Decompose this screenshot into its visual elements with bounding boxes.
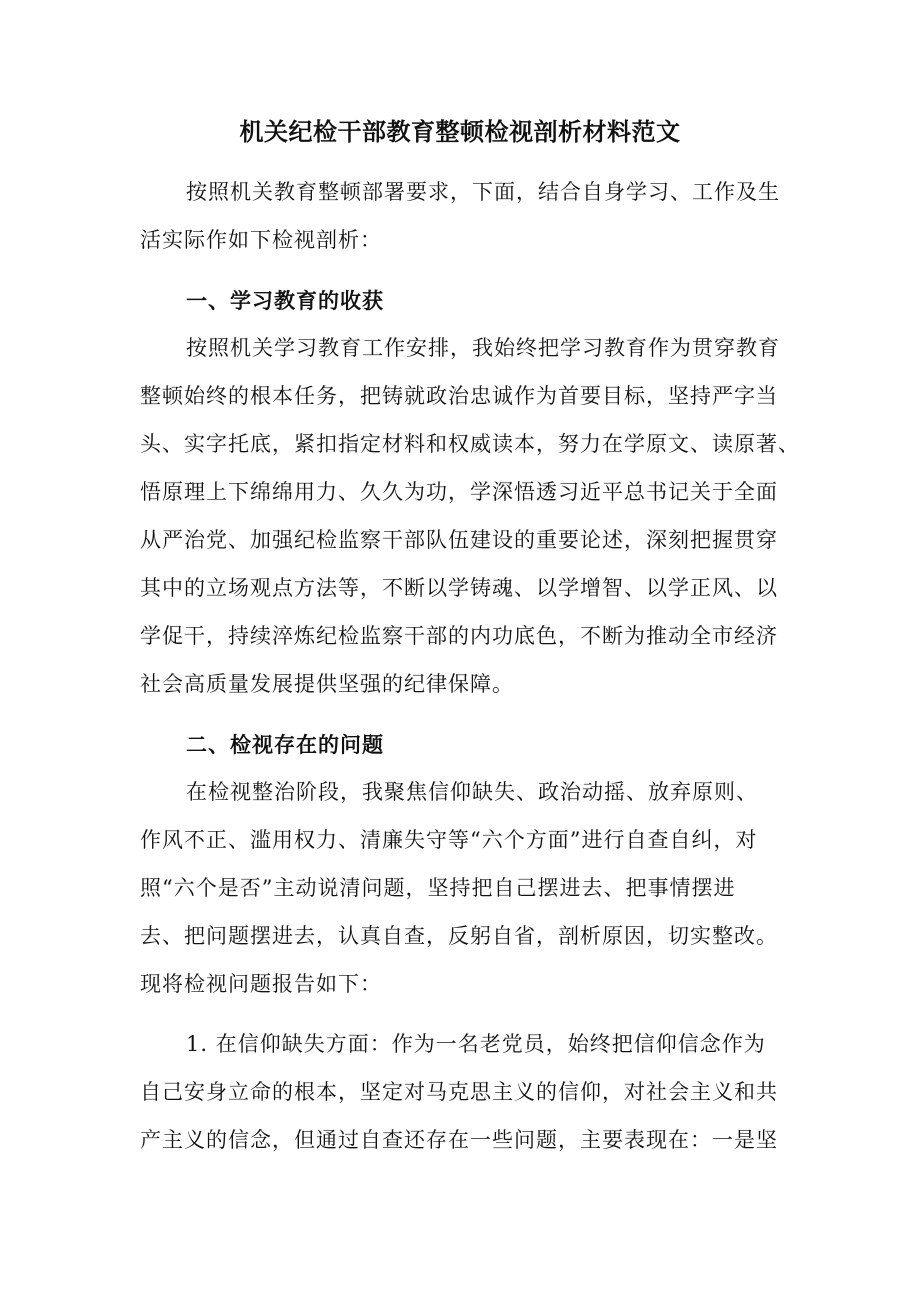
paragraph-line: 其中的立场观点方法等，不断以学铸魂、以学增智、以学正风、以 — [140, 576, 778, 600]
paragraph-line: 悟原理上下绵绵用力、久久为功，学深悟透习近平总书记关于全面 — [140, 480, 778, 504]
paragraph-line: 照“六个是否”主动说清问题，坚持把自己摆进去、把事情摆进 — [140, 876, 736, 900]
paragraph-line: 按照机关学习教育工作安排，我始终把学习教育作为贯穿教育 — [186, 336, 780, 360]
paragraph-line: 现将检视问题报告如下： — [140, 972, 382, 996]
paragraph-line: 头、实字托底，紧扣指定材料和权威读本，努力在学原文、读原著、 — [140, 432, 800, 456]
paragraph-line: 活实际作如下检视剖析： — [140, 228, 382, 252]
document-title: 机关纪检干部教育整顿检视剖析材料范文 — [239, 117, 681, 146]
paragraph-line: 自己安身立命的根本，坚定对马克思主义的信仰，对社会主义和共 — [140, 1080, 778, 1104]
section-heading: 一、学习教育的收获 — [186, 288, 384, 313]
paragraph-line: 社会高质量发展提供坚强的纪律保障。 — [140, 672, 514, 696]
paragraph-line: 整顿始终的根本任务，把铸就政治忠诚作为首要目标，坚持严字当 — [140, 384, 778, 408]
paragraph-line: 作风不正、滥用权力、清廉失守等“六个方面”进行自查自纠，对 — [140, 828, 758, 852]
paragraph-line: 产主义的信念，但通过自查还存在一些问题，主要表现在：一是坚 — [140, 1128, 778, 1152]
paragraph-line: 学促干，持续淬炼纪检监察干部的内功底色，不断为推动全市经济 — [140, 624, 778, 648]
paragraph-line: 从严治党、加强纪检监察干部队伍建设的重要论述，深刻把握贯穿 — [140, 528, 778, 552]
section-heading: 二、检视存在的问题 — [186, 732, 384, 757]
paragraph-line: 1. 在信仰缺失方面：作为一名老党员，始终把信仰信念作为 — [186, 1032, 766, 1056]
paragraph-line: 在检视整治阶段，我聚焦信仰缺失、政治动摇、放弃原则、 — [186, 780, 758, 804]
paragraph-line: 按照机关教育整顿部署要求，下面，结合自身学习、工作及生 — [186, 180, 780, 204]
paragraph-line: 去、把问题摆进去，认真自查，反躬自省，剖析原因，切实整改。 — [140, 924, 778, 948]
